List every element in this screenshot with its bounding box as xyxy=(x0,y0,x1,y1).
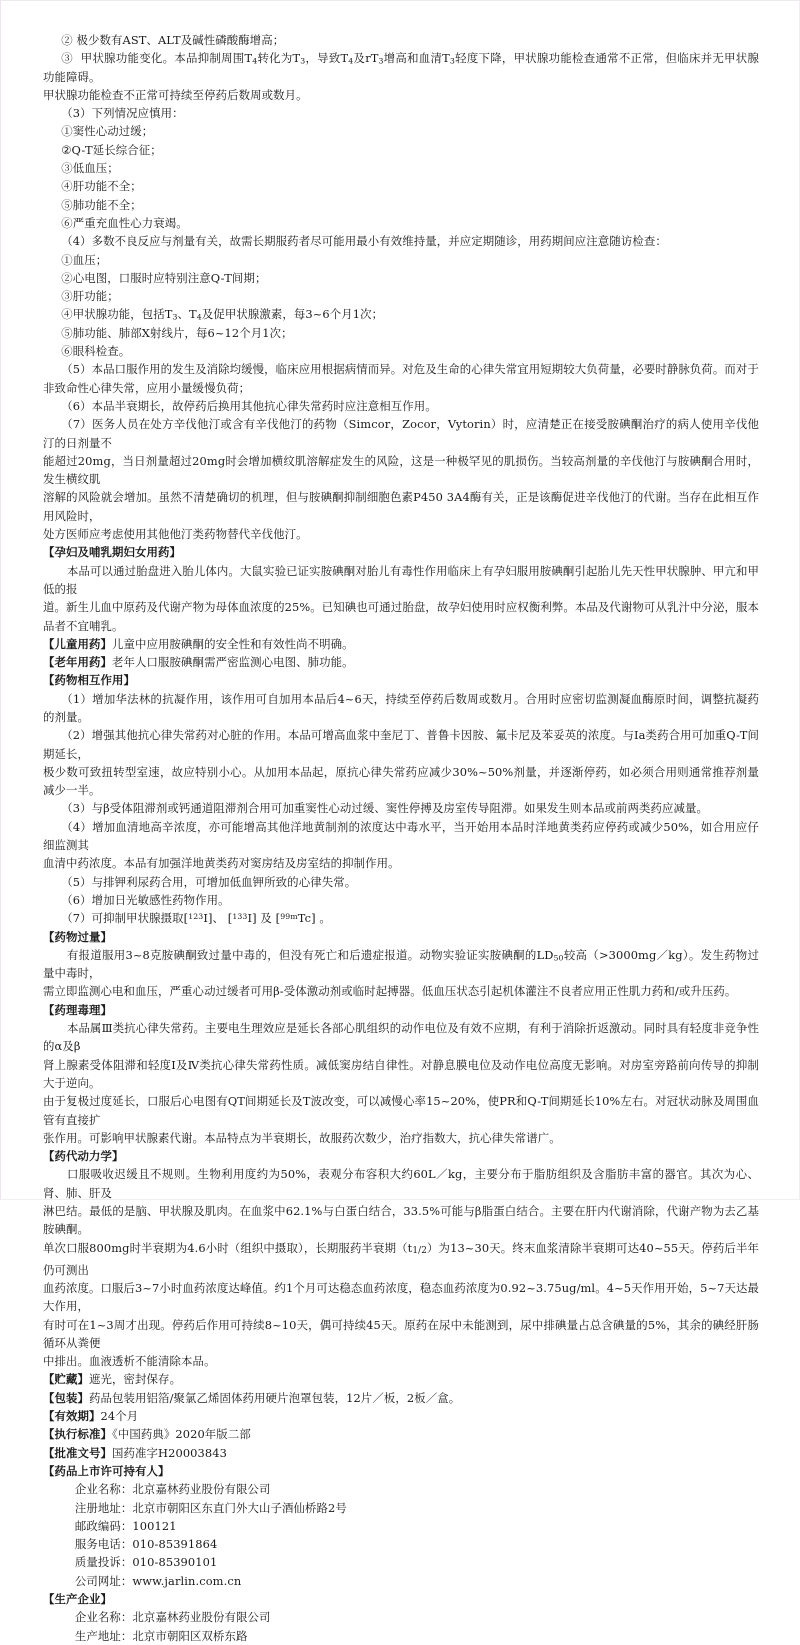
mah-postal-code: 邮政编码：100121 xyxy=(74,1518,177,1533)
section-heading-mah: 【药品上市许可持有人】 xyxy=(43,1463,170,1478)
precaution-7-line1: （7）医务人员在处方辛伐他汀或含有辛伐他汀的药物（Simcor，Zocor，Vytorin）时，应清楚正在接受胺碘酮治疗的病人使用辛伐他汀的日剂量不 xyxy=(43,417,759,450)
section-heading-geriatric: 【老年用药】 xyxy=(43,655,113,670)
precaution-4-item-3: ③肝功能； xyxy=(61,289,119,304)
section-heading-pharmacokinetics: 【药代动力学】 xyxy=(43,1149,124,1164)
pharmacology-line1: 本品属Ⅲ类抗心律失常药。主要电生理效应是延长各部心肌组织的动作电位及有效不应期，有利于消除折返激动。同时具有轻度非竞争性的α及β xyxy=(43,1021,759,1054)
precaution-3-item-5: ⑤肺功能不全； xyxy=(61,197,142,212)
pediatric-body: 儿童中应用胺碘酮的安全性和有效性尚不明确。 xyxy=(112,636,354,651)
section-storage xyxy=(43,1370,759,1388)
precaution-4-lead: （4）多数不良反应与剂量有关，故需长期服药者尽可能用最小有效维持量，并应定期随诊，用药期间应注意随访检查： xyxy=(61,234,667,249)
pharmacokinetics-line5: 有时可在1~3周才出现。停药后作用可持续8~10天，偶可持续45天。原药在尿中未能测到，尿中排碘量占总含碘量的5%，其余的碘经肝肠循环从粪便 xyxy=(43,1317,759,1350)
section-heading-storage: 【贮藏】 xyxy=(43,1372,90,1387)
geriatric-body: 老年人口服胺碘酮需严密监测心电图、肺功能。 xyxy=(112,655,354,670)
storage-body: 遮光，密封保存。 xyxy=(89,1372,182,1387)
section-heading-pharmacology: 【药理毒理】 xyxy=(43,1002,113,1017)
mah-service-phone: 服务电话：010-85391864 xyxy=(74,1537,218,1552)
section-heading-standard: 【执行标准】 xyxy=(43,1427,113,1442)
manufacturer-company-name: 企业名称：北京嘉林药业股份有限公司 xyxy=(74,1610,271,1625)
precaution-6: （6）本品半衰期长，故停药后换用其他抗心律失常药时应注意相互作用。 xyxy=(61,398,437,413)
manufacturer-address: 生产地址：北京市朝阳区双桥东路 xyxy=(74,1628,248,1643)
section-heading-pediatric: 【儿童用药】 xyxy=(43,636,113,651)
section-heading-manufacturer: 【生产企业】 xyxy=(43,1592,113,1606)
pregnancy-line1: 本品可以通过胎盘进入胎儿体内。大鼠实验已证实胺碘酮对胎儿有毒性作用临床上有孕妇服用胺碘酮引起胎儿先天性甲状腺肿、甲亢和甲低的报 xyxy=(43,563,759,596)
overdose-line1: 有报道服用3~8克胺碘酮致过量中毒的，但没有死亡和后遗症报道。动物实验证实胺碘酮的$LD_{50}$较高（>3000mg／kg）。发生药物过量中毒时， xyxy=(43,947,760,981)
interaction-item-6: （6）增加日光敏感性药物作用。 xyxy=(61,892,230,907)
section-approval xyxy=(43,1444,759,1462)
precaution-5-line2: 非致命性心律失常，应用小量缓慢负荷； xyxy=(43,380,251,395)
overdose-line2: 需立即监测心电和血压，严重心动过缓者可用β-受体激动剂或临时起搏器。低血压状态引起机体灌注不良者应用正性肌力药和/或升压药。 xyxy=(43,984,737,999)
precaution-4-item-1: ①血压； xyxy=(61,252,108,267)
section-shelf-life xyxy=(43,1407,759,1425)
precaution-5-line1: （5）本品口服作用的发生及消除均缓慢，临床应用根据病情而异。对危及生命的心律失常宜用短期较大负荷量，必要时静脉负荷。而对于 xyxy=(61,362,759,377)
section-heading-overdose: 【药物过量】 xyxy=(43,929,113,944)
precaution-4-item-4: ④甲状腺功能，包括$T_3$、$T_4$及促甲状腺激素，每3~6个月1次； xyxy=(61,307,384,323)
pharmacology-line2: 肾上腺素受体阻滞和轻度Ⅰ及Ⅳ类抗心律失常药性质。减低窦房结自律性。对静息膜电位及动作电位高度无影响。对房室旁路前向传导的抑制大于逆向。 xyxy=(43,1057,759,1090)
pharmacokinetics-line1: 口服吸收迟缓且不规则。生物利用度约为50%，表观分布容积大约60L／kg，主要分布于脂肪组织及含脂肪丰富的器官。其次为心、肾、肺、肝及 xyxy=(43,1167,759,1200)
section-packaging xyxy=(43,1389,759,1407)
precaution-7-line4: 处方医师应考虑使用其他他汀类药物替代辛伐他汀。 xyxy=(43,527,308,542)
adverse-item-3-line2: 甲状腺功能检查不正常可持续至停药后数周或数月。 xyxy=(43,87,308,102)
precaution-7-line2: 能超过20mg，当日剂量超过20mg时会增加横纹肌溶解症发生的风险，这是一种极罕见的肌损伤。当较高剂量的辛伐他汀与胺碘酮合用时，发生横纹肌 xyxy=(43,453,759,487)
precaution-7-line3: 溶解的风险就会增加。虽然不清楚确切的机理，但与胺碘酮抑制细胞色素P450 3A4酶有关，正是该酶促进辛伐他汀的代谢。当存在此相互作用风险时， xyxy=(43,490,759,523)
section-heading-pregnancy: 【孕妇及哺乳期妇女用药】 xyxy=(43,545,182,560)
section-heading-shelf-life: 【有效期】 xyxy=(43,1409,101,1424)
mah-website: 公司网址：www.jarlin.com.cn xyxy=(74,1573,242,1588)
pharmacokinetics-line6: 中排出。血液透析不能清除本品。 xyxy=(43,1354,216,1369)
section-heading-approval: 【批准文号】 xyxy=(43,1445,113,1460)
precaution-3-item-4: ④肝功能不全； xyxy=(61,179,142,194)
section-standard xyxy=(43,1425,759,1443)
precaution-3-item-2: ②Q-T延长综合征； xyxy=(61,142,162,157)
precaution-4-item-2: ②心电图，口服时应特别注意Q-T间期； xyxy=(61,270,267,285)
interaction-item-2: （2）增强其他抗心律失常药对心脏的作用。本品可增高血浆中奎尼丁、普鲁卡因胺、氟卡尼及苯妥英的浓度。与Ia类药合用可加重Q-T间期延长， xyxy=(43,728,759,761)
approval-body: 国药准字H20003843 xyxy=(112,1445,227,1460)
interaction-item-5: （5）与排钾利尿药合用，可增加低血钾所致的心律失常。 xyxy=(61,874,357,889)
pharmacology-line4: 张作用。可影响甲状腺素代谢。本品特点为半衰期长，故服药次数少，治疗指数大，抗心律失常谱广。 xyxy=(43,1130,561,1145)
precaution-3-lead: （3）下列情况应慎用： xyxy=(61,106,184,121)
mah-registered-address: 注册地址：北京市朝阳区东直门外大山子酒仙桥路2号 xyxy=(74,1500,347,1515)
adverse-item-3-line1: ③ 甲状腺功能变化。本品抑制周围$T_4$转化为$T_3$，导致$T_4$及$rT_3$增高和血清$T_3$轻度下降，甲状腺功能检查通常不正常，但临床并无甲状腺功能障碍。 xyxy=(43,51,759,84)
packaging-body: 药品包装用铝箔/聚氯乙烯固体药用硬片泡罩包装，12片／板，2板／盒。 xyxy=(89,1390,461,1405)
precaution-4-item-6: ⑥眼科检查。 xyxy=(61,344,131,359)
adverse-item-2: ② 极少数有AST、ALT及碱性磷酸酶增高； xyxy=(61,33,285,47)
pregnancy-line2: 道。新生儿血中原药及代谢产物为母体血浓度的25%。已知碘也可通过胎盘，故孕妇使用时应权衡利弊。本品及代谢物可从乳汁中分泌，服本品者不宜哺乳。 xyxy=(43,600,759,633)
section-heading-interactions: 【药物相互作用】 xyxy=(43,673,136,688)
mah-company-name: 企业名称：北京嘉林药业股份有限公司 xyxy=(74,1482,271,1497)
pharmacology-line3: 由于复极过度延长，口服后心电图有QT间期延长及T波改变，可以减慢心率15~20%，使PR和Q-T间期延长10%左右。对冠状动脉及周围血管有直接扩 xyxy=(43,1094,759,1127)
precaution-3-item-3: ③低血压； xyxy=(61,161,119,176)
interaction-item-4: （4）增加血清地高辛浓度，亦可能增高其他洋地黄制剂的浓度达中毒水平，当开始用本品时洋地黄类药应停药或减少50%，如合用应仔细监测其 xyxy=(43,819,759,853)
pharmacokinetics-line2: 淋巴结。最低的是脑、甲状腺及肌肉。在血浆中62.1%与白蛋白结合，33.5%可能与β脂蛋白结合。主要在肝内代谢消除，代谢产物为去乙基胺碘酮。 xyxy=(43,1204,759,1237)
standard-body: 《中国药典》2020年版二部 xyxy=(112,1427,251,1442)
precaution-4-item-5: ⑤肺功能、肺部X射线片，每6~12个月1次； xyxy=(61,325,293,340)
pharmacokinetics-line4: 血药浓度。口服后3~7小时血药浓度达峰值。约1个月可达稳态血药浓度，稳态血药浓度为0.92~3.75ug/ml。4~5天作用开始，5~7天达最大作用， xyxy=(43,1280,759,1314)
interaction-item-1: （1）增加华法林的抗凝作用，该作用可自加用本品后4~6天，持续至停药后数周或数月。合用时应密切监测凝血酶原时间，调整抗凝药的剂量。 xyxy=(43,691,759,724)
shelf-life-body: 24个月 xyxy=(100,1409,139,1424)
mah-quality-complaint-phone: 质量投诉：010-85390101 xyxy=(74,1555,218,1570)
interaction-item-2-cont: 极少数可致扭转型室速，故应特别小心。从加用本品起，原抗心律失常药应减少30%~50%剂量，并逐渐停药，如必须合用则通常推荐剂量减少一半。 xyxy=(43,764,759,798)
precaution-3-item-6: ⑥严重充血性心力衰竭。 xyxy=(61,215,188,230)
interaction-item-7: （7）可抑制甲状腺摄取[$^{123}$I]、 [$^{133}$I] 及 [$^{99m}$Tc] 。 xyxy=(61,911,331,926)
section-pediatric xyxy=(43,635,759,653)
interaction-item-4-cont: 血清中药浓度。本品有加强洋地黄类药对窦房结及房室结的抑制作用。 xyxy=(43,856,400,871)
interaction-item-3: （3）与β受体阻滞剂或钙通道阻滞剂合用可加重窦性心动过缓、窦性停搏及房室传导阻滞。如果发生则本品或前两类药应减量。 xyxy=(61,801,709,816)
precaution-3-item-1: ①窦性心动过缓； xyxy=(61,124,154,139)
section-geriatric xyxy=(43,653,759,671)
pharmacokinetics-line3: 单次口服800mg时半衰期为4.6小时（组织中摄取），长期服药半衰期（t1/2）为13~30天。终末血浆清除半衰期可达40~55天。停药后半年仍可测出 xyxy=(43,1240,759,1277)
section-heading-packaging: 【包装】 xyxy=(43,1390,90,1405)
insert-content xyxy=(43,31,759,1645)
